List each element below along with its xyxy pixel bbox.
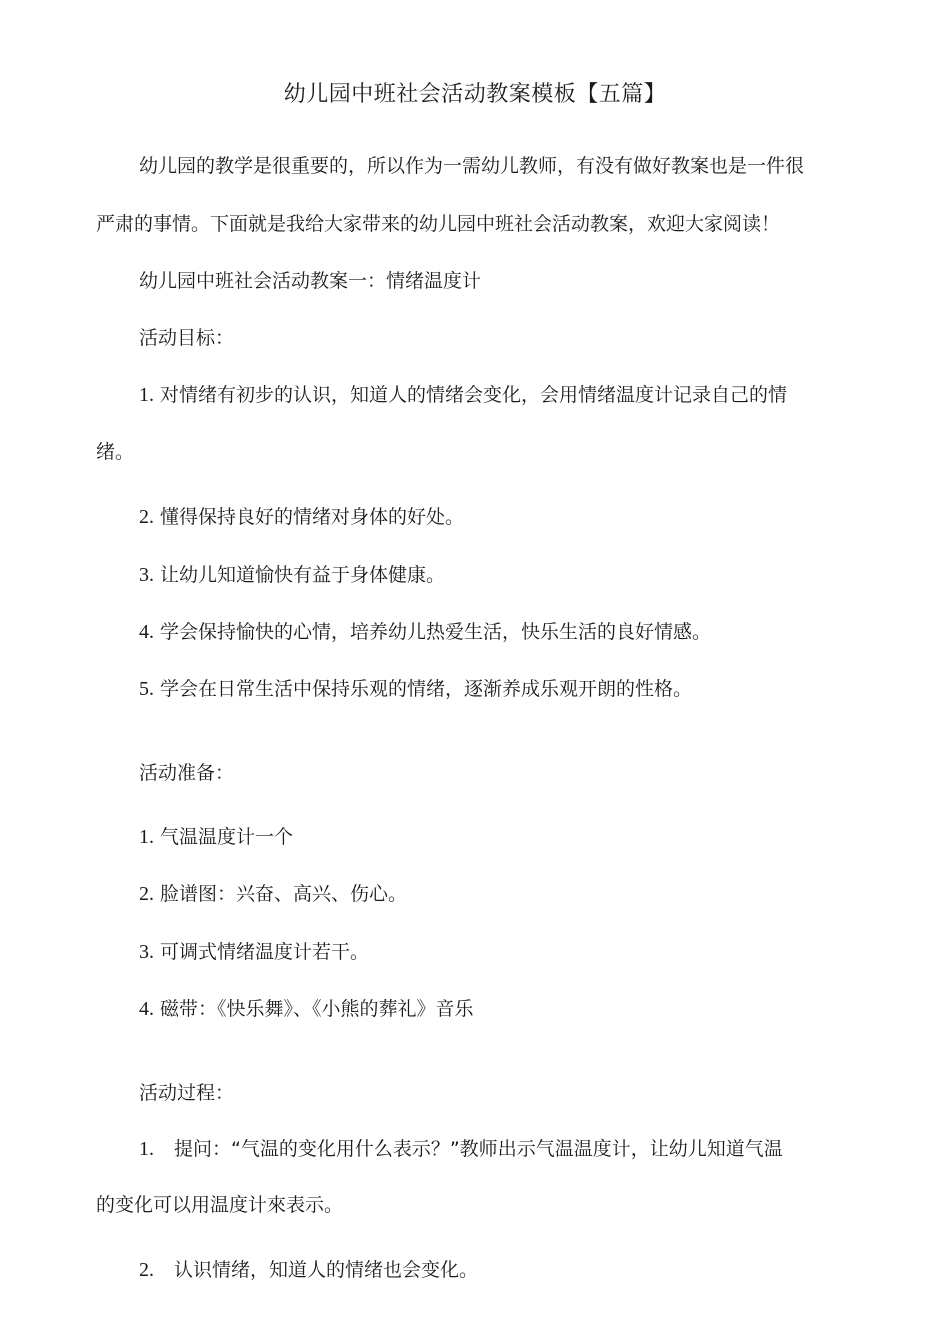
goal-item-2 <box>139 505 464 529</box>
prep-item-text: 气温温度计一个 <box>160 826 294 848</box>
prep-item-2 <box>139 882 407 906</box>
prep-item-1 <box>139 825 293 849</box>
goal-item-text: 学会保持愉快的心情，培养幼儿热爱生活，快乐生活的良好情感。 <box>160 621 712 643</box>
prep-item-text: 磁带：《快乐舞》、《小熊的葬礼》音乐 <box>160 998 474 1020</box>
process-item-number: 2. <box>139 1259 154 1281</box>
goal-item-5 <box>139 677 692 701</box>
prep-item-number: 1. <box>139 826 154 848</box>
goal-item-1 <box>139 383 787 407</box>
prep-item-text: 可调式情绪温度计若干。 <box>160 941 370 963</box>
process-item-2 <box>139 1258 478 1282</box>
prep-item-number: 3. <box>139 941 154 963</box>
goal-item-text: 让幼儿知道愉快有益于身体健康。 <box>160 564 446 586</box>
process-item-number: 1. <box>139 1138 154 1160</box>
prep-item-4 <box>139 997 474 1021</box>
prep-item-text: 脸谱图：兴奋、高兴、伤心。 <box>160 883 408 905</box>
goal-item-number: 5. <box>139 678 154 700</box>
prep-item-number: 4. <box>139 998 154 1020</box>
goal-item-3 <box>139 563 445 587</box>
goal-item-number: 3. <box>139 564 154 586</box>
process-item-1-continuation: 的变化可以用温度计來表示。 <box>96 1194 344 1216</box>
goal-item-text: 懂得保持良好的情绪对身体的好处。 <box>160 506 465 528</box>
goal-item-1-continuation: 绪。 <box>96 441 135 463</box>
document-title: 幼儿园中班社会活动教案模板【五篇】 <box>283 82 667 107</box>
prep-item-3 <box>139 940 369 964</box>
plan1-heading: 幼儿园中班社会活动教案一：情绪温度计 <box>139 270 482 292</box>
goal-item-number: 2. <box>139 506 154 528</box>
prep-heading: 活动准备： <box>139 762 235 784</box>
process-heading: 活动过程： <box>139 1082 235 1104</box>
goal-item-4 <box>139 620 711 644</box>
goal-item-number: 4. <box>139 621 154 643</box>
intro-line-1: 幼儿园的教学是很重要的，所以作为一需幼儿教师，有没有做好教案也是一件很 <box>139 155 805 177</box>
goal-item-number: 1. <box>139 384 154 406</box>
process-item-1 <box>139 1137 783 1161</box>
prep-item-number: 2. <box>139 883 154 905</box>
process-item-text: 认识情绪，知道人的情绪也会变化。 <box>174 1259 479 1281</box>
goals-heading: 活动目标： <box>139 327 235 349</box>
intro-line-2: 严肃的事情。下面就是我给大家带来的幼儿园中班社会活动教案，欢迎大家阅读！ <box>96 213 781 235</box>
goal-item-text: 对情绪有初步的认识，知道人的情绪会变化，会用情绪温度计记录自己的情 <box>160 384 788 406</box>
process-item-text: 提问：“气温的变化用什么表示？”教师出示气温温度计，让幼儿知道气温 <box>174 1138 783 1160</box>
goal-item-text: 学会在日常生活中保持乐观的情绪，逐渐养成乐观开朗的性格。 <box>160 678 693 700</box>
